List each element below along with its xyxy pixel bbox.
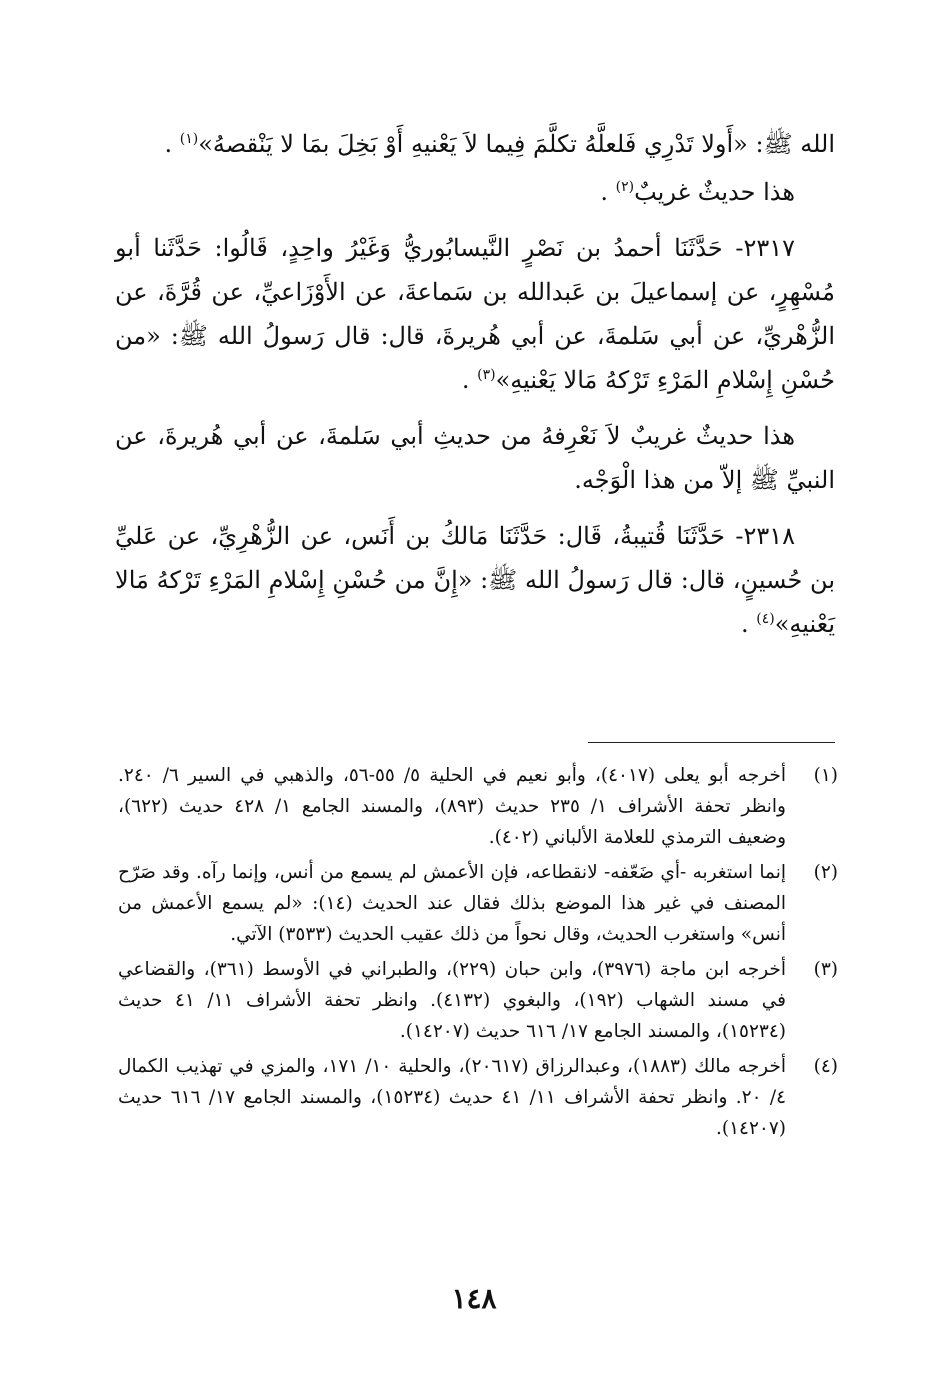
main-text [115,122,835,646]
footnote-number: (٣) [813,959,838,980]
paragraph-end: . [461,366,478,394]
paragraph-text: ٢٣١٧- حَدَّثَنَا أحمدُ بن نَصْرٍ النَّيسابُوريُّ وَغَيْرُ واحِدٍ، قَالُوا: حَدَّثَنا أبو مُسْهِرٍ، عن إسماعيلَ بن عَبدالله بن سَماعةَ، عن الأَوْزَاعيِّ، عن قُرَّةَ، عن الزُّهْريِّ، عن أبي سَلمةَ، عن أبي هُريرةَ، قال: قال رَسولُ الله ﷺ: «من حُسْنِ إِسْلامِ المَرْءِ تَرْكهُ مَالا يَعْنيهِ» [115,234,835,394]
footnote-text: أخرجه ابن ماجة (٣٩٧٦)، وابن حبان (٢٢٩)، والطبراني في الأوسط (٣٦١)، والقضاعي في مسند الشهاب (١٩٢)، والبغوي (٤١٣٢). وانظر تحفة الأشراف ١١/ ٤١ حديث (١٥٢٣٤)، والمسند الجامع ١٧/ ٦١٦ حديث (١٤٢٠٧). [118,959,786,1042]
paragraph-hadith-end [115,122,835,166]
footnote-marker: (٢) [615,179,635,195]
footnote [118,760,838,853]
footnotes [118,760,838,1148]
paragraph-end: . [740,610,757,638]
footnote-text: أخرجه أبو يعلى (٤٠١٧)، وأبو نعيم في الحلية ٥/ ٥٥-٥٦، والذهبي في السير ٦/ ٢٤٠. وانظر تحفة الأشراف ١/ ٢٣٥ حديث (٨٩٣)، والمسند الجامع ١/ ٤٢٨ حديث (٦٢٢)، وضعيف الترمذي للعلامة الألباني (٤٠٢). [118,765,786,848]
footnote-marker: (١) [179,131,199,147]
paragraph-text: هذا حديثٌ غريبٌ لاَ نَعْرِفهُ من حديثِ أبي سَلمةَ، عن أبي هُريرةَ، عن النبيِّ ﷺ إلاّ من هذا الْوَجْه. [115,422,835,494]
footnote-text: إنما استغربه -أي ضَعّفه- لانقطاعه، فإن الأعمش لم يسمع من أنس، وإنما رآه. وقد صَرّح المصنف في غير هذا الموضع بذلك فقال عند الحديث (١٤): «لم يسمع الأعمش من أنس» واستغرب الحديث، وقال نحواً من ذلك عقيب الحديث (٣٥٣٣) الآتي. [118,862,786,945]
footnote-number: (١) [813,765,838,786]
paragraph-text: ٢٣١٨- حَدَّثَنَا قُتيبةُ، قَال: حَدَّثَنَا مَالكُ بن أَنَس، عن الزُّهْرِيِّ، عن عَليِّ بن حُسينٍ، قال: قال رَسولُ الله ﷺ: «إِنَّ من حُسْنِ إِسْلامِ المَرْءِ تَرْكهُ مَالا يَعْنيهِ» [115,522,835,638]
paragraph-end: . [164,130,180,158]
footnote-number: (٤) [813,1056,838,1077]
footnote [118,1051,838,1144]
paragraph-grading [115,170,835,214]
footnote [118,954,838,1047]
paragraph-hadith-2318 [115,514,835,646]
paragraph-end: . [600,178,616,206]
footnote-number: (٢) [813,862,838,883]
page-number: ١٤٨ [451,1282,497,1315]
paragraph-grading-2317 [115,414,835,502]
footnote-marker: (٤) [756,611,775,627]
paragraph-hadith-2317 [115,226,835,402]
footnote-marker: (٣) [477,367,496,383]
footnote [118,857,838,950]
paragraph-text: هذا حديثٌ غريبٌ [634,178,795,206]
paragraph-text: الله ﷺ: «أَولا تَدْرِي فَلعلَّهُ تكلَّمَ فِيما لاَ يَعْنيهِ أَوْ بَخِلَ بمَا لا يَنْقصهُ» [198,130,835,158]
footnote-text: أخرجه مالك (١٨٨٣)، وعبدالرزاق (٢٠٦١٧)، والحلية ١٠/ ١٧١، والمزي في تهذيب الكمال ٤/ ٢٠. وانظر تحفة الأشراف ١١/ ٤١ حديث (١٥٢٣٤)، والمسند الجامع ١٧/ ٦١٦ حديث (١٤٢٠٧). [118,1056,787,1139]
footnote-divider [588,742,835,743]
